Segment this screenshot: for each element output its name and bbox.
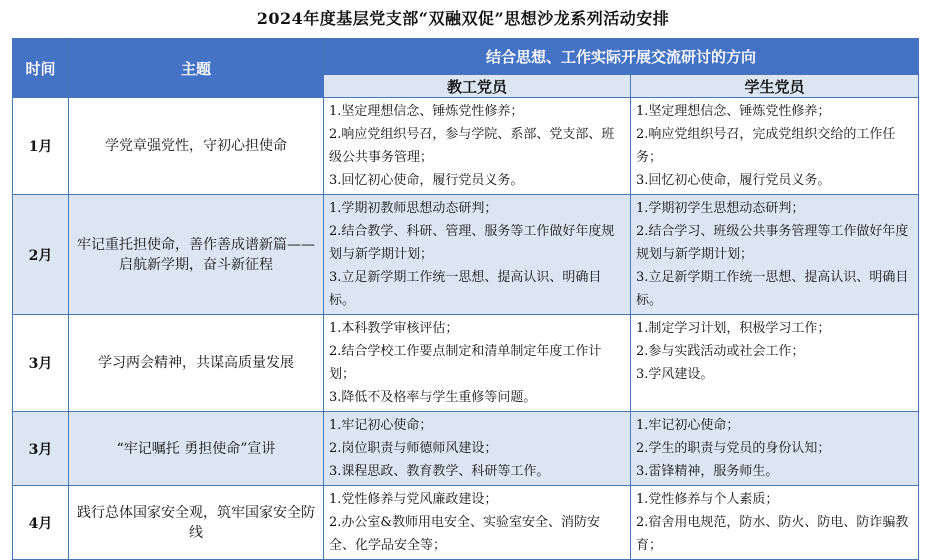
table-row: [13, 98, 919, 195]
list-item: 3.回忆初心使命，履行党员义务。: [636, 173, 831, 188]
month-cell: 4月: [13, 486, 69, 560]
teacher-items-cell: [324, 98, 631, 195]
list-item: 2.参与实践活动或社会工作；: [636, 344, 805, 359]
theme-cell: 学习两会精神，共谋高质量发展: [69, 315, 324, 412]
list-item: 2.宿舍用电规范，防水、防火、防电、防诈骗教育；: [636, 515, 909, 553]
month-cell: 1月: [13, 98, 69, 195]
page-title: 2024年度基层党支部“双融双促”思想沙龙系列活动安排: [256, 9, 670, 28]
list-item: 3.课程思政、教育教学、科研等工作。: [329, 464, 550, 479]
list-item: 2.响应党组织号召，参与学院、系部、党支部、班级公共事务管理；: [329, 127, 615, 165]
list-item: 1.牢记初心使命；: [636, 418, 740, 433]
list-item: 2.结合学习、班级公共事务管理等工作做好年度规划与新学期计划；: [636, 224, 909, 262]
teacher-items-cell: [324, 315, 631, 412]
student-items-cell: [631, 315, 919, 412]
student-items-cell: [631, 486, 919, 560]
list-item: 2.响应党组织号召，完成党组织交给的工作任务；: [636, 127, 896, 165]
teacher-items-cell: [324, 195, 631, 315]
teacher-items-cell: [324, 412, 631, 486]
list-item: 1.学期初学生思想动态研判；: [636, 201, 805, 216]
student-items-cell: [631, 98, 919, 195]
list-item: 1.本科教学审核评估；: [329, 321, 459, 336]
theme-cell: “牢记嘱托 勇担使命”宣讲: [69, 412, 324, 486]
month-cell: 3月: [13, 315, 69, 412]
table-row: [13, 195, 919, 315]
list-item: 3.学风建设。: [636, 367, 714, 382]
list-item: 2.结合教学、科研、管理、服务等工作做好年度规划与新学期计划；: [329, 224, 615, 262]
header-teacher-members: 教工党员: [324, 75, 631, 98]
list-item: 1.制定学习计划，积极学习工作；: [636, 321, 831, 336]
list-item: 3.降低不及格率与学生重修等问题。: [329, 390, 537, 405]
list-item: 1.坚定理想信念、锤炼党性修养；: [329, 104, 524, 119]
teacher-items-cell: [324, 486, 631, 560]
month-cell: 2月: [13, 195, 69, 315]
activity-schedule-table: [12, 38, 919, 560]
table-row: [13, 412, 919, 486]
list-item: 1.学期初教师思想动态研判；: [329, 201, 498, 216]
student-items-cell: [631, 195, 919, 315]
list-item: 3.立足新学期工作统一思想、提高认识、明确目标。: [636, 270, 909, 308]
list-item: 3.雷锋精神，服务师生。: [636, 464, 779, 479]
list-item: 2.结合学校工作要点制定和清单制定年度工作计划；: [329, 344, 602, 382]
header-theme: 主题: [69, 39, 324, 98]
header-student-members: 学生党员: [631, 75, 919, 98]
table-row: [13, 486, 919, 560]
list-item: 1.党性修养与党风廉政建设；: [329, 492, 498, 507]
list-item: 2.学生的职责与党员的身份认知；: [636, 441, 831, 456]
month-cell: 3月: [13, 412, 69, 486]
list-item: 2.办公室&教师用电安全、实验室安全、消防安全、化学品安全等；: [329, 515, 600, 553]
student-items-cell: [631, 412, 919, 486]
header-time: 时间: [13, 39, 69, 98]
theme-cell: 学党章强党性，守初心担使命: [69, 98, 324, 195]
header-direction: 结合思想、工作实际开展交流研讨的方向: [324, 39, 919, 75]
list-item: 1.坚定理想信念、锤炼党性修养；: [636, 104, 831, 119]
theme-cell: 践行总体国家安全观，筑牢国家安全防线: [69, 486, 324, 560]
list-item: 3.立足新学期工作统一思想、提高认识、明确目标。: [329, 270, 602, 308]
list-item: 1.党性修养与个人素质；: [636, 492, 779, 507]
table-row: [13, 315, 919, 412]
list-item: 2.岗位职责与师德师风建设；: [329, 441, 498, 456]
list-item: 3.回忆初心使命，履行党员义务。: [329, 173, 524, 188]
list-item: 1.牢记初心使命；: [329, 418, 433, 433]
theme-cell: 牢记重托担使命，善作善成谱新篇——启航新学期，奋斗新征程: [69, 195, 324, 315]
